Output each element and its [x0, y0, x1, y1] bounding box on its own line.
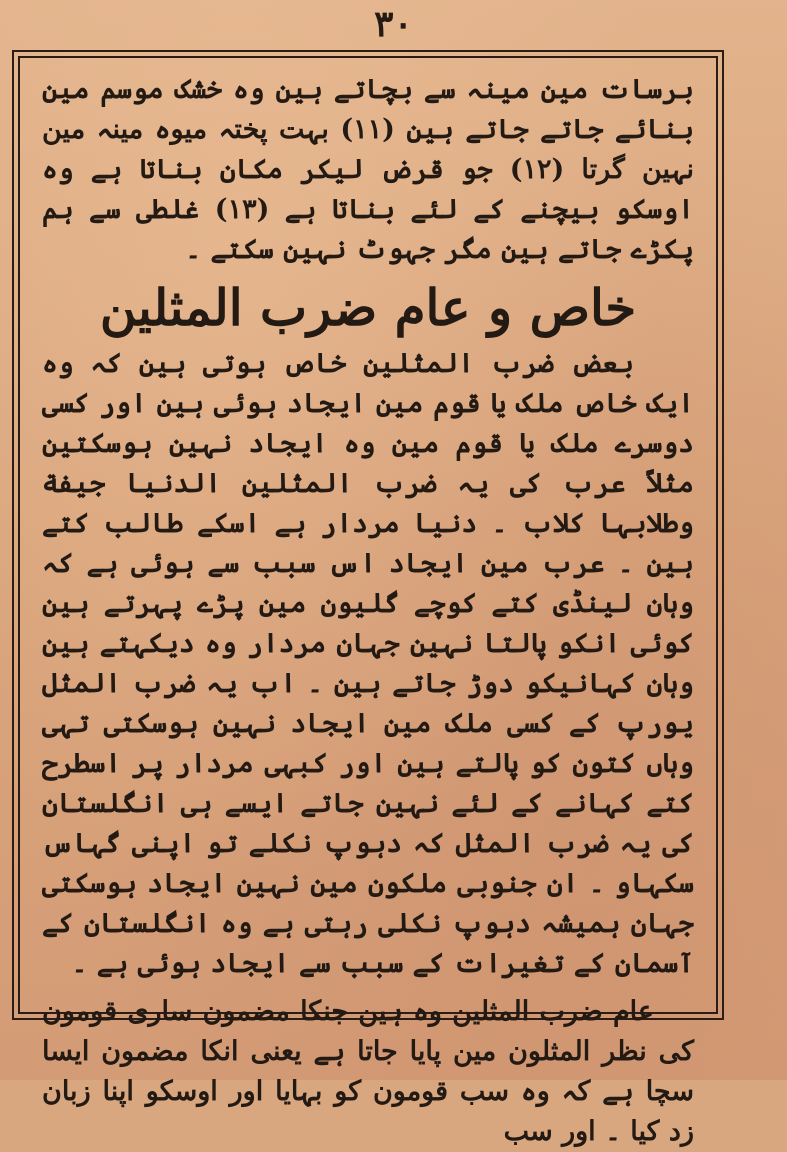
- paragraph-specific-proverbs: بعض ضرب المثلین خاص ہوتی ہین کہ وہ ایک خاص ملک یا قوم مین ایجاد ہوئی ہین اور کسی دوسرے ملک یا قوم مین وہ ایجاد نہین ہوسکتین مثلاً عرب کی یہ ضرب المثلین الدنیا جیفة وطلابہا کلاب ۔ دنیا مردار ہے اسکے طالب کتے ہین ۔ عرب مین ایجاد اس سبب سے ہوئی ہے کہ وہان لینڈی کتے کوچے گلیون مین پڑے پہرتے ہین کوئی انکو پالتا نہین جہان مردار وہ دیکہتے ہین وہان کہانیکو دوڑ جاتے ہین ۔ اب یہ ضرب المثل یورپ کے کسی ملک مین ایجاد نہین ہوسکتی تہی وہاں کتون کو پالتے ہین اور کبہی مردار پر اسطرح کتے کہانے کے لئے نہین جاتے ایسے ہی انگلستان کی یہ ضرب المثل کہ دہوپ نکلے تو اپنی گہاس سکہاو ۔ ان جنوبی ملکون مین نہین ایجاد ہوسکتی جہان ہمیشہ دہوپ نکلی رہتی ہے وہ انگلستان کے آسمان کے تغیرات کے سبب سے ایجاد ہوئی ہے ۔: [42, 348, 694, 979]
- text-frame: [18, 56, 718, 1147]
- page-number: ۳۰: [374, 3, 413, 45]
- page-border-outer: [12, 50, 724, 1147]
- section-heading: خاص و عام ضرب المثلین: [99, 278, 637, 337]
- paragraph-general-proverbs: عام ضرب المثلین وہ ہین جنکا مضمون ساری قومون کی نظر المثلون مین پایا جاتا ہے یعنی انکا مضمون ایسا سچا ہے کہ وہ سب قومون کو بہایا اور اوسکو اپنا زبان زد کیا ۔ اور سب: [42, 996, 694, 1147]
- paragraph-intro: برسات مین مینہ سے بچاتے ہین وہ خشک موسم مین بنائے جاتے جاتے ہین (۱۱) بہت پختہ میوہ مینہ مین نہین گرتا (۱۲) جو قرض لیکر مکان بناتا ہے وہ اوسکو بیچنے کے لئے بناتا ہے (۱۳) غلطی سے ہم پکڑے جاتے ہین مگر جہوٹ نہین سکتے ۔: [42, 74, 695, 265]
